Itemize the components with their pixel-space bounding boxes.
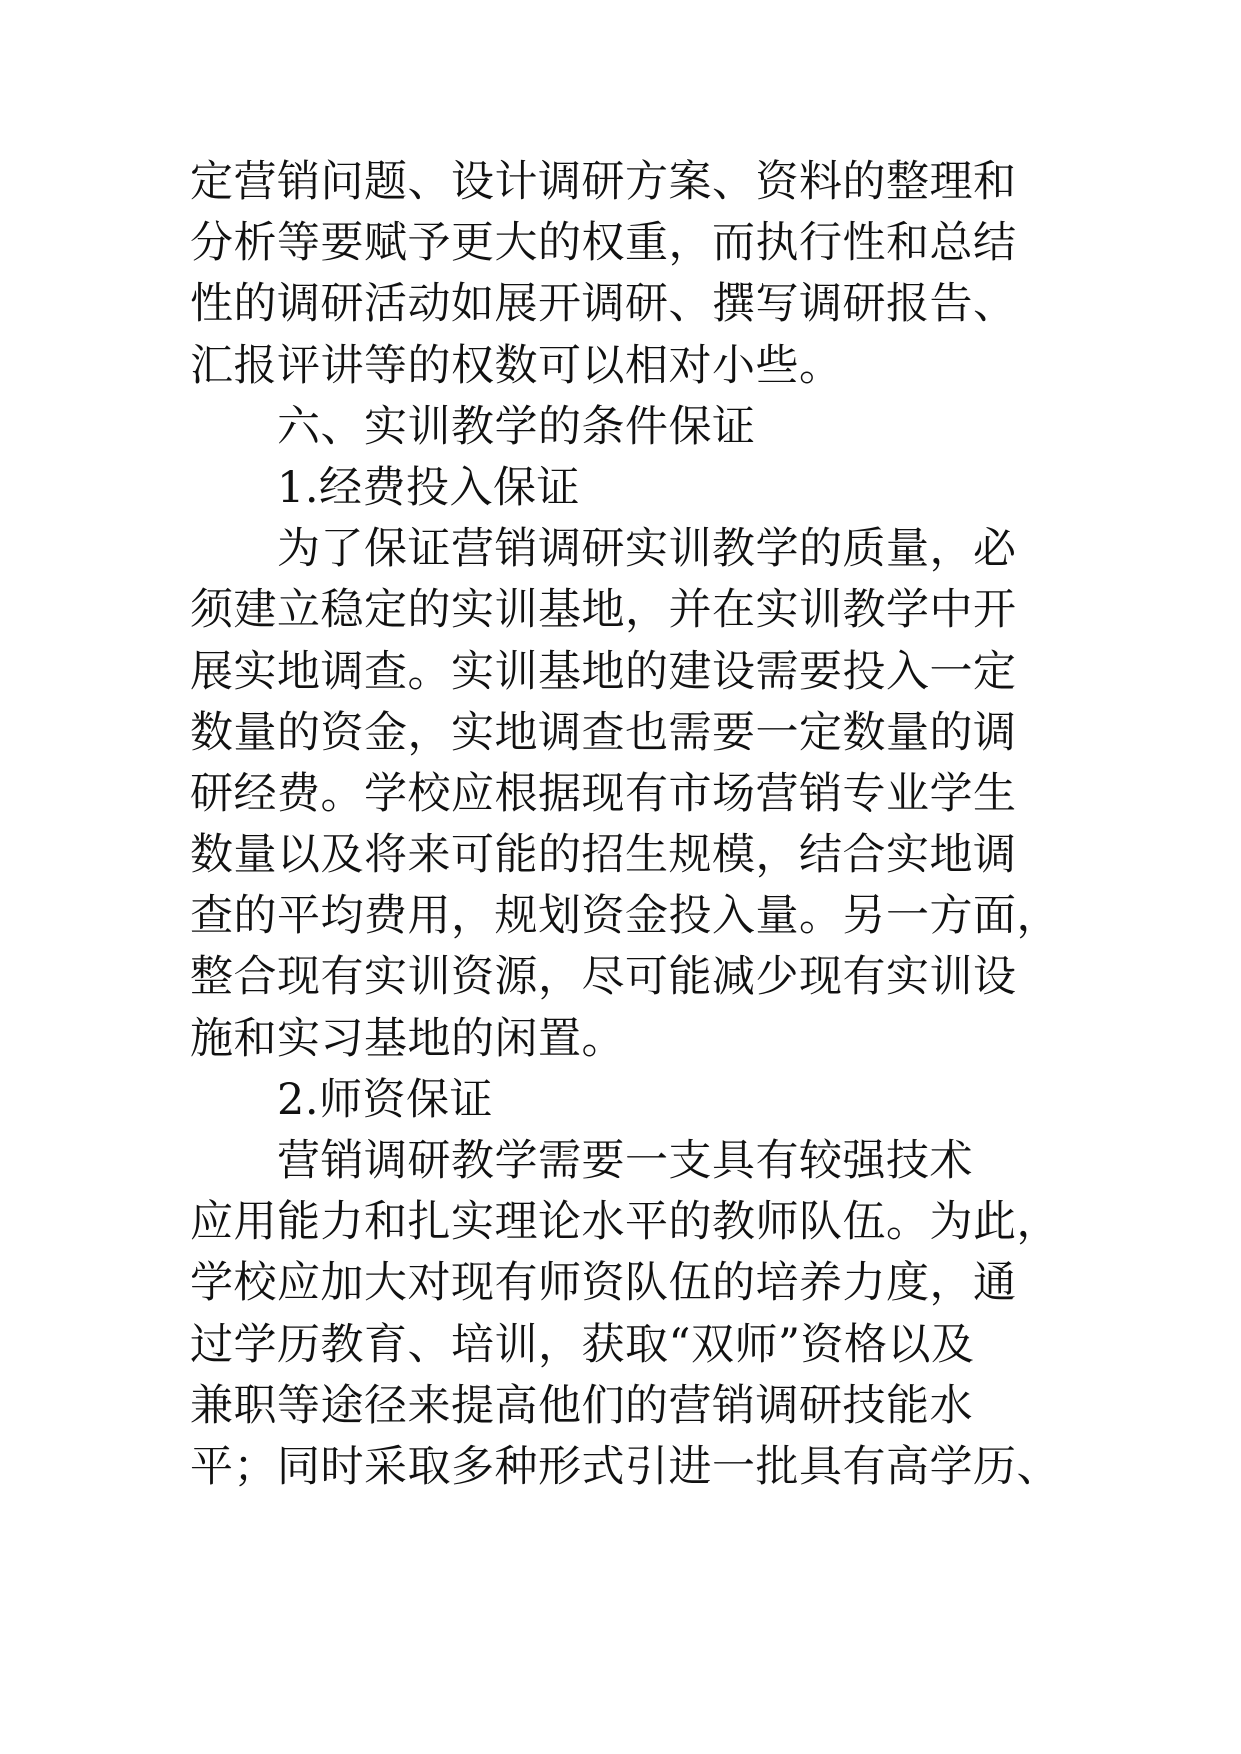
section-heading: 六、实训教学的条件保证 [277,401,756,452]
text-line: 平；同时采取多种形式引进一批具有高学历、 [190,1441,1060,1492]
subsection-heading: 2.师资保证 [277,1074,494,1125]
text-line: 施和实习基地的闲置。 [190,1013,625,1064]
text-line: 数量的资金，实地调查也需要一定数量的调 [190,707,1017,758]
text-line: 数量以及将来可能的招生规模，结合实地调 [190,830,1017,881]
text-line: 查的平均费用，规划资金投入量。另一方面， [190,891,1060,942]
text-line: 过学历教育、培训，获取“双师”资格以及 [190,1319,975,1370]
text-line: 定营销问题、设计调研方案、资料的整理和 [190,157,1017,207]
body-text [190,152,1090,1498]
text-line: 性的调研活动如展开调研、撰写调研报告、 [190,279,1017,330]
text-line: 学校应加大对现有师资队伍的培养力度，通 [190,1258,1017,1309]
text-line: 营销调研教学需要一支具有较强技术 [277,1136,973,1186]
subsection-heading: 1.经费投入保证 [277,462,581,513]
text-line: 分析等要赋予更大的权重，而执行性和总结 [190,218,1017,269]
text-line: 汇报评讲等的权数可以相对小些。 [190,340,843,391]
text-line: 兼职等途径来提高他们的营销调研技能水 [190,1380,973,1431]
text-line: 应用能力和扎实理论水平的教师队伍。为此， [190,1197,1060,1248]
text-line: 为了保证营销调研实训教学的质量，必 [277,524,1017,575]
text-line: 须建立稳定的实训基地，并在实训教学中开 [190,585,1017,636]
text-line: 研经费。学校应根据现有市场营销专业学生 [190,768,1017,819]
text-line: 整合现有实训资源，尽可能减少现有实训设 [190,952,1017,1003]
text-line: 展实地调查。实训基地的建设需要投入一定 [190,646,1017,697]
